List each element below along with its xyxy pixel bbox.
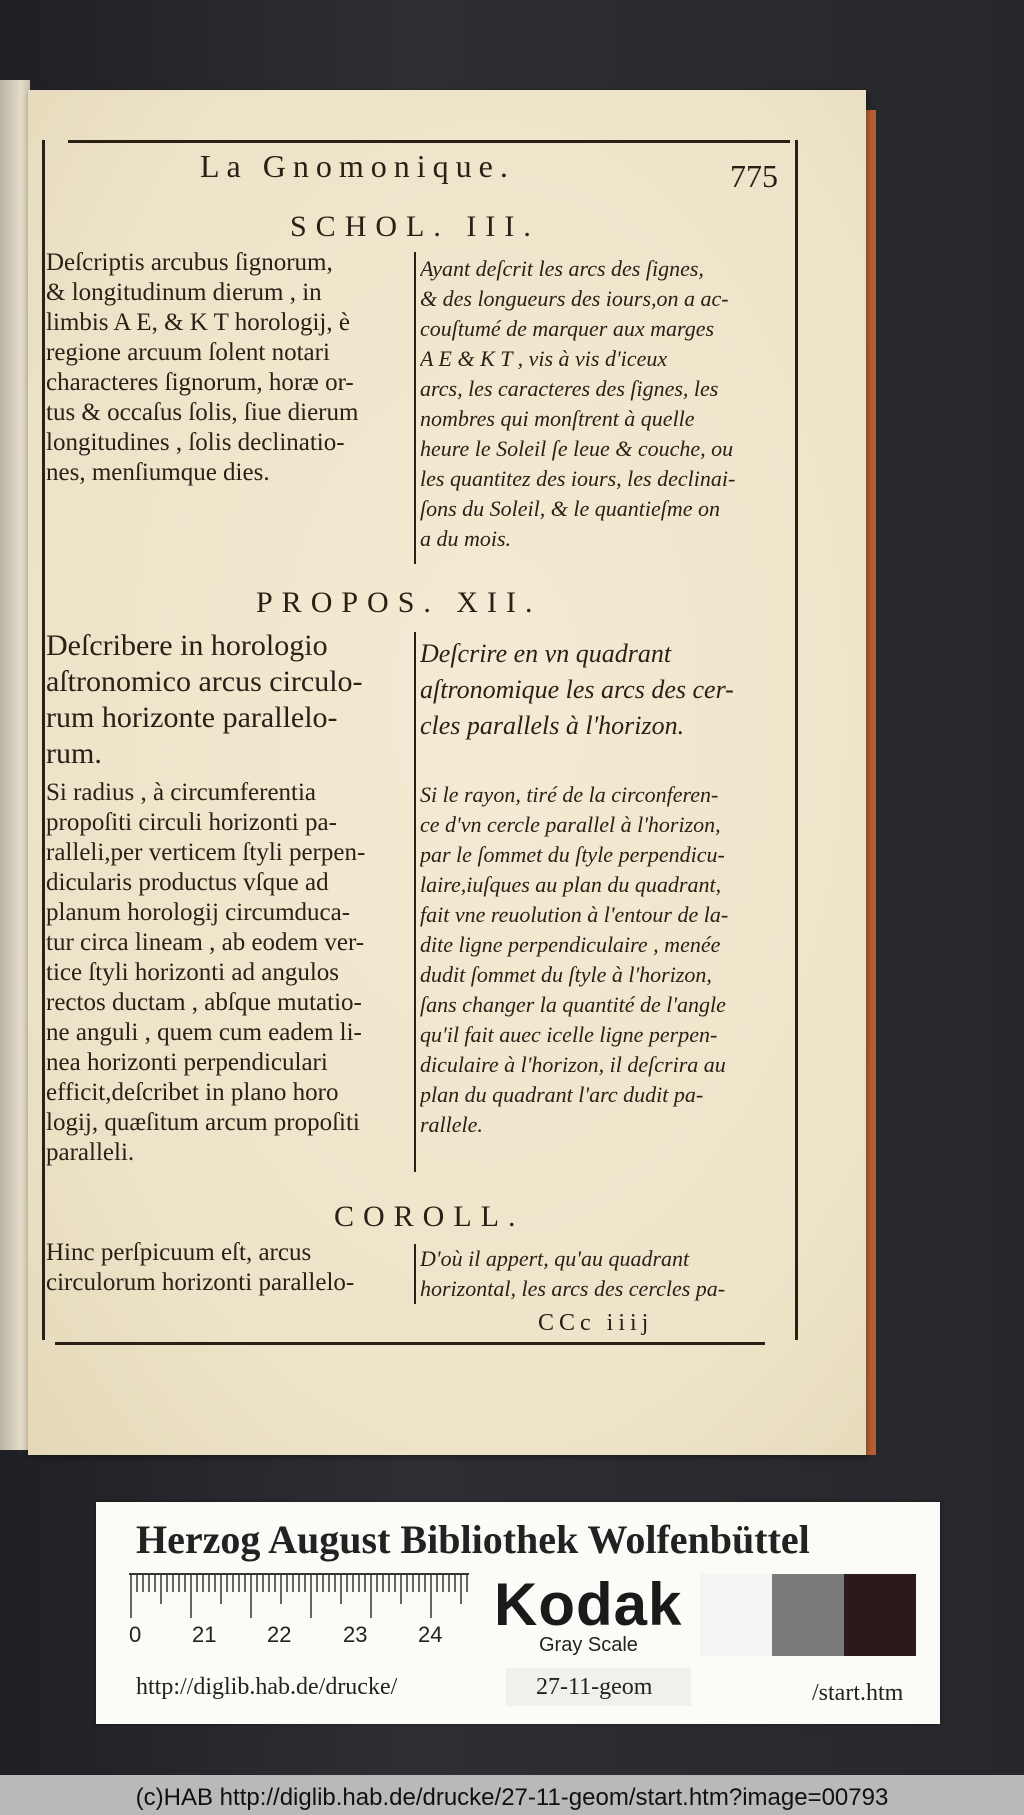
text-line: horizontal, les arcs des cercles pa- [420, 1276, 726, 1301]
text-line: regione arcuum ſolent notari [46, 339, 330, 366]
text-line: & des longueurs des iours,on a ac- [420, 286, 729, 311]
text-line: les quantitez des iours, les declinai- [420, 466, 736, 491]
schol-french-text [420, 254, 790, 554]
column-divider [414, 1244, 416, 1304]
ruler-label: 24 [418, 1622, 443, 1647]
text-line: plan du quadrant l'arc dudit pa- [420, 1082, 704, 1107]
page-number: 775 [730, 158, 778, 194]
text-line: ne anguli , quem cum eadem li- [46, 1019, 362, 1046]
text-line: dite ligne perpendiculaire , menée [420, 932, 721, 957]
text-line: nea horizonti perpendiculari [46, 1049, 328, 1076]
column-divider [414, 252, 416, 564]
text-line: aſtronomico arcus circulo- [46, 665, 363, 698]
ruler-label: 22 [267, 1622, 292, 1647]
text-line: ralleli,per verticem ſtyli perpen- [46, 839, 366, 866]
text-line: planum horologij circumduca- [46, 899, 351, 926]
kodak-logo: Kodak [494, 1571, 683, 1638]
text-line: nes, menſiumque dies. [46, 459, 270, 486]
text-line: qu'il fait auec icelle ligne perpen- [420, 1022, 718, 1047]
text-line: characteres ſignorum, horæ or- [46, 369, 354, 396]
text-line: efficit,deſcribet in plano horo [46, 1079, 339, 1106]
text-line: Deſcriptis arcubus ſignorum, [46, 249, 333, 276]
gray-patch-white [700, 1574, 772, 1656]
text-line: dudit ſommet du ſtyle à l'horizon, [420, 962, 712, 987]
copyright-link[interactable]: (c)HAB http://diglib.hab.de/drucke/27-11-geom/start.htm?image=00793 [135, 1784, 889, 1811]
text-line: Si le rayon, tiré de la circonferen- [420, 782, 719, 807]
institution-name: Herzog August Bibliothek Wolfenbüttel [136, 1517, 810, 1562]
text-line: rectos ductam , abſque mutatio- [46, 989, 362, 1016]
text-line: rum. [46, 737, 102, 770]
ruler-label: 21 [192, 1622, 217, 1647]
footer-rule [55, 1342, 765, 1345]
ruler-label: 23 [343, 1622, 368, 1647]
text-line: diculaire à l'horizon, il deſcrira au [420, 1052, 726, 1077]
text-line: circulorum horizonti parallelo- [46, 1269, 355, 1296]
ruler-label: 0 [129, 1622, 142, 1647]
gray-patch-dark [844, 1574, 916, 1656]
column-divider [414, 632, 416, 1172]
text-line: rallele. [420, 1112, 483, 1137]
text-line: arcs, les caracteres des ſignes, les [420, 376, 719, 401]
propos-french-text [420, 780, 790, 1140]
text-line: paralleli. [46, 1139, 135, 1166]
text-line: par le ſommet du ſtyle perpendicu- [420, 842, 725, 867]
propos-french-title [420, 636, 790, 744]
text-line: heure le Soleil ſe leue & couche, ou [420, 436, 734, 461]
section-heading-schol: SCHOL. III. [290, 210, 540, 243]
text-line: Ayant deſcrit les arcs des ſignes, [420, 256, 704, 281]
left-page-edge [0, 80, 30, 1450]
section-heading-coroll: COROLL. [334, 1200, 525, 1233]
text-line: logij, quæſitum arcum propoſiti [46, 1109, 360, 1136]
running-title: La Gnomonique. [200, 148, 515, 184]
text-line: rum horizonte parallelo- [46, 701, 338, 734]
gray-scale-label: Gray Scale [539, 1634, 638, 1656]
text-line: A E & K T , vis à vis d'iceux [420, 346, 668, 371]
schol-latin-text [46, 248, 411, 488]
text-line: Deſcribere in horologio [46, 629, 328, 662]
text-line: Hinc perſpicuum eſt, arcus [46, 1239, 312, 1266]
coroll-french-text [420, 1244, 790, 1304]
section-heading-propos: PROPOS. XII. [256, 586, 542, 619]
text-line: tice ſtyli horizonti ad angulos [46, 959, 339, 986]
text-line: ce d'vn cercle parallel à l'horizon, [420, 812, 721, 837]
text-line: Deſcrire en vn quadrant [420, 639, 672, 668]
text-line: laire,iuſques au plan du quadrant, [420, 872, 722, 897]
text-line: Si radius , à circumferentia [46, 779, 317, 806]
text-line: tur circa lineam , ab eodem ver- [46, 929, 365, 956]
url-id: 27-11-geom [536, 1674, 653, 1700]
text-line: longitudines , ſolis declinatio- [46, 429, 345, 456]
text-line: propoſiti circuli horizonti pa- [46, 809, 337, 836]
propos-latin-text [46, 778, 411, 1168]
signature-mark: CCc iiij [538, 1310, 654, 1336]
url-suffix: /start.htm [812, 1680, 904, 1706]
coroll-latin-text [46, 1238, 411, 1298]
text-line: aſtronomique les arcs des cer- [420, 675, 734, 704]
text-line: ſans changer la quantité de l'angle [420, 992, 726, 1017]
text-line: dicularis productus vſque ad [46, 869, 329, 896]
url-prefix: http://diglib.hab.de/drucke/ [136, 1674, 398, 1700]
text-line: a du mois. [420, 526, 512, 551]
text-line: ſons du Soleil, & le quantieſme on [420, 496, 721, 521]
text-line: & longitudinum dierum , in [46, 279, 322, 306]
text-line: fait vne reuolution à l'entour de la- [420, 902, 729, 927]
text-line: couſtumé de marquer aux marges [420, 316, 715, 341]
text-line: cles parallels à l'horizon. [420, 711, 685, 740]
propos-latin-title [46, 628, 411, 772]
color-calibration-card [96, 1502, 940, 1724]
text-line: nombres qui monſtrent à quelle [420, 406, 695, 431]
text-line: limbis A E, & K T horologij, è [46, 309, 350, 336]
text-line: D'où il appert, qu'au quadrant [420, 1246, 690, 1271]
gray-patch-mid [772, 1574, 844, 1656]
text-line: tus & occaſus ſolis, ſiue dierum [46, 399, 359, 426]
